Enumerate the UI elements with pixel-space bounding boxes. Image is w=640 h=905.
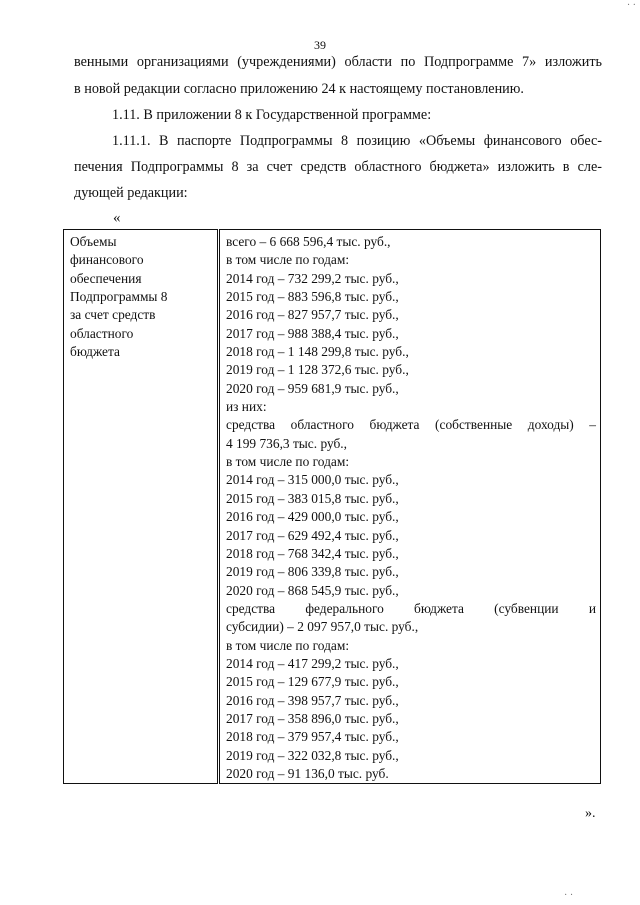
value-line: 2014 год – 732 299,2 тыс. руб., — [226, 270, 399, 286]
table-cell-label — [64, 230, 219, 784]
value-line: 2015 год – 883 596,8 тыс. руб., — [226, 289, 399, 305]
paragraph-section-1-11-1-line-3: дующей редакции: — [74, 185, 188, 201]
value-line: в том числе по годам: — [226, 637, 350, 653]
paragraph-section-1-11-1-line-1: 1.11.1. В паспорте Подпрограммы 8 позицию «Объемы финансового обес- — [112, 133, 602, 149]
value-line: 2016 год – 827 957,7 тыс. руб., — [226, 307, 399, 323]
value-line: 2017 год – 629 492,4 тыс. руб., — [226, 527, 399, 543]
label-line: Объемы — [70, 234, 117, 249]
value-line: 2014 год – 315 000,0 тыс. руб., — [226, 472, 399, 488]
value-line: всего – 6 668 596,4 тыс. руб., — [226, 234, 391, 249]
paragraph-continuation-line-2: в новой редакции согласно приложению 24 к настоящему постановлению. — [74, 81, 524, 97]
table-row — [64, 230, 601, 784]
value-line: 2019 год – 322 032,8 тыс. руб., — [226, 747, 399, 763]
value-line: 2018 год – 768 342,4 тыс. руб., — [226, 545, 399, 561]
page-number: 39 — [314, 38, 326, 52]
value-line: из них: — [226, 399, 267, 415]
financing-passport-table — [63, 229, 601, 784]
value-line: 2018 год – 1 148 299,8 тыс. руб., — [226, 344, 409, 360]
paragraph-section-1-11-1-line-2: печения Подпрограммы 8 за счет средств областного бюджета» изложить в сле- — [74, 159, 602, 175]
table-cell-values — [219, 230, 601, 784]
label-line: областного — [70, 325, 134, 341]
value-line: 2015 год – 383 015,8 тыс. руб., — [226, 490, 399, 506]
value-line: субсидии) – 2 097 957,0 тыс. руб., — [226, 619, 419, 635]
footer-mark: · · — [564, 890, 574, 901]
value-line: 2016 год – 429 000,0 тыс. руб., — [226, 509, 399, 525]
value-line: 4 199 736,3 тыс. руб., — [226, 435, 347, 451]
value-line: 2020 год – 868 545,9 тыс. руб., — [226, 582, 399, 598]
label-line: обеспечения — [70, 270, 142, 286]
value-line: 2017 год – 358 896,0 тыс. руб., — [226, 710, 399, 726]
value-line: средства федерального бюджета (субвенции и — [226, 600, 596, 616]
value-line: 2019 год – 1 128 372,6 тыс. руб., — [226, 362, 409, 378]
value-line: средства областного бюджета (собственные доходы) – — [226, 417, 596, 433]
value-line: 2020 год – 959 681,9 тыс. руб., — [226, 380, 399, 396]
label-line: Подпрограммы 8 — [70, 289, 168, 305]
label-line: финансового — [70, 252, 144, 268]
paragraph-section-1-11: 1.11. В приложении 8 к Государственной программе: — [112, 107, 432, 123]
value-line: 2019 год – 806 339,8 тыс. руб., — [226, 564, 399, 580]
value-line: 2015 год – 129 677,9 тыс. руб., — [226, 674, 399, 690]
value-line: 2020 год – 91 136,0 тыс. руб. — [226, 765, 389, 781]
label-line: за счет средств — [70, 307, 156, 323]
value-line: 2018 год – 379 957,4 тыс. руб., — [226, 729, 399, 745]
corner-mark: · · — [626, 0, 636, 11]
value-line: 2017 год – 988 388,4 тыс. руб., — [226, 325, 399, 341]
value-line: в том числе по годам: — [226, 454, 350, 470]
close-quote: ». — [585, 806, 596, 821]
value-line: 2016 год – 398 957,7 тыс. руб., — [226, 692, 399, 708]
value-line: в том числе по годам: — [226, 252, 350, 268]
open-quote: « — [113, 210, 121, 226]
paragraph-continuation-line-1: венными организациями (учреждениями) области по Подпрограмме 7» изложить — [74, 54, 602, 70]
label-line: бюджета — [70, 344, 120, 360]
value-line: 2014 год – 417 299,2 тыс. руб., — [226, 655, 399, 671]
